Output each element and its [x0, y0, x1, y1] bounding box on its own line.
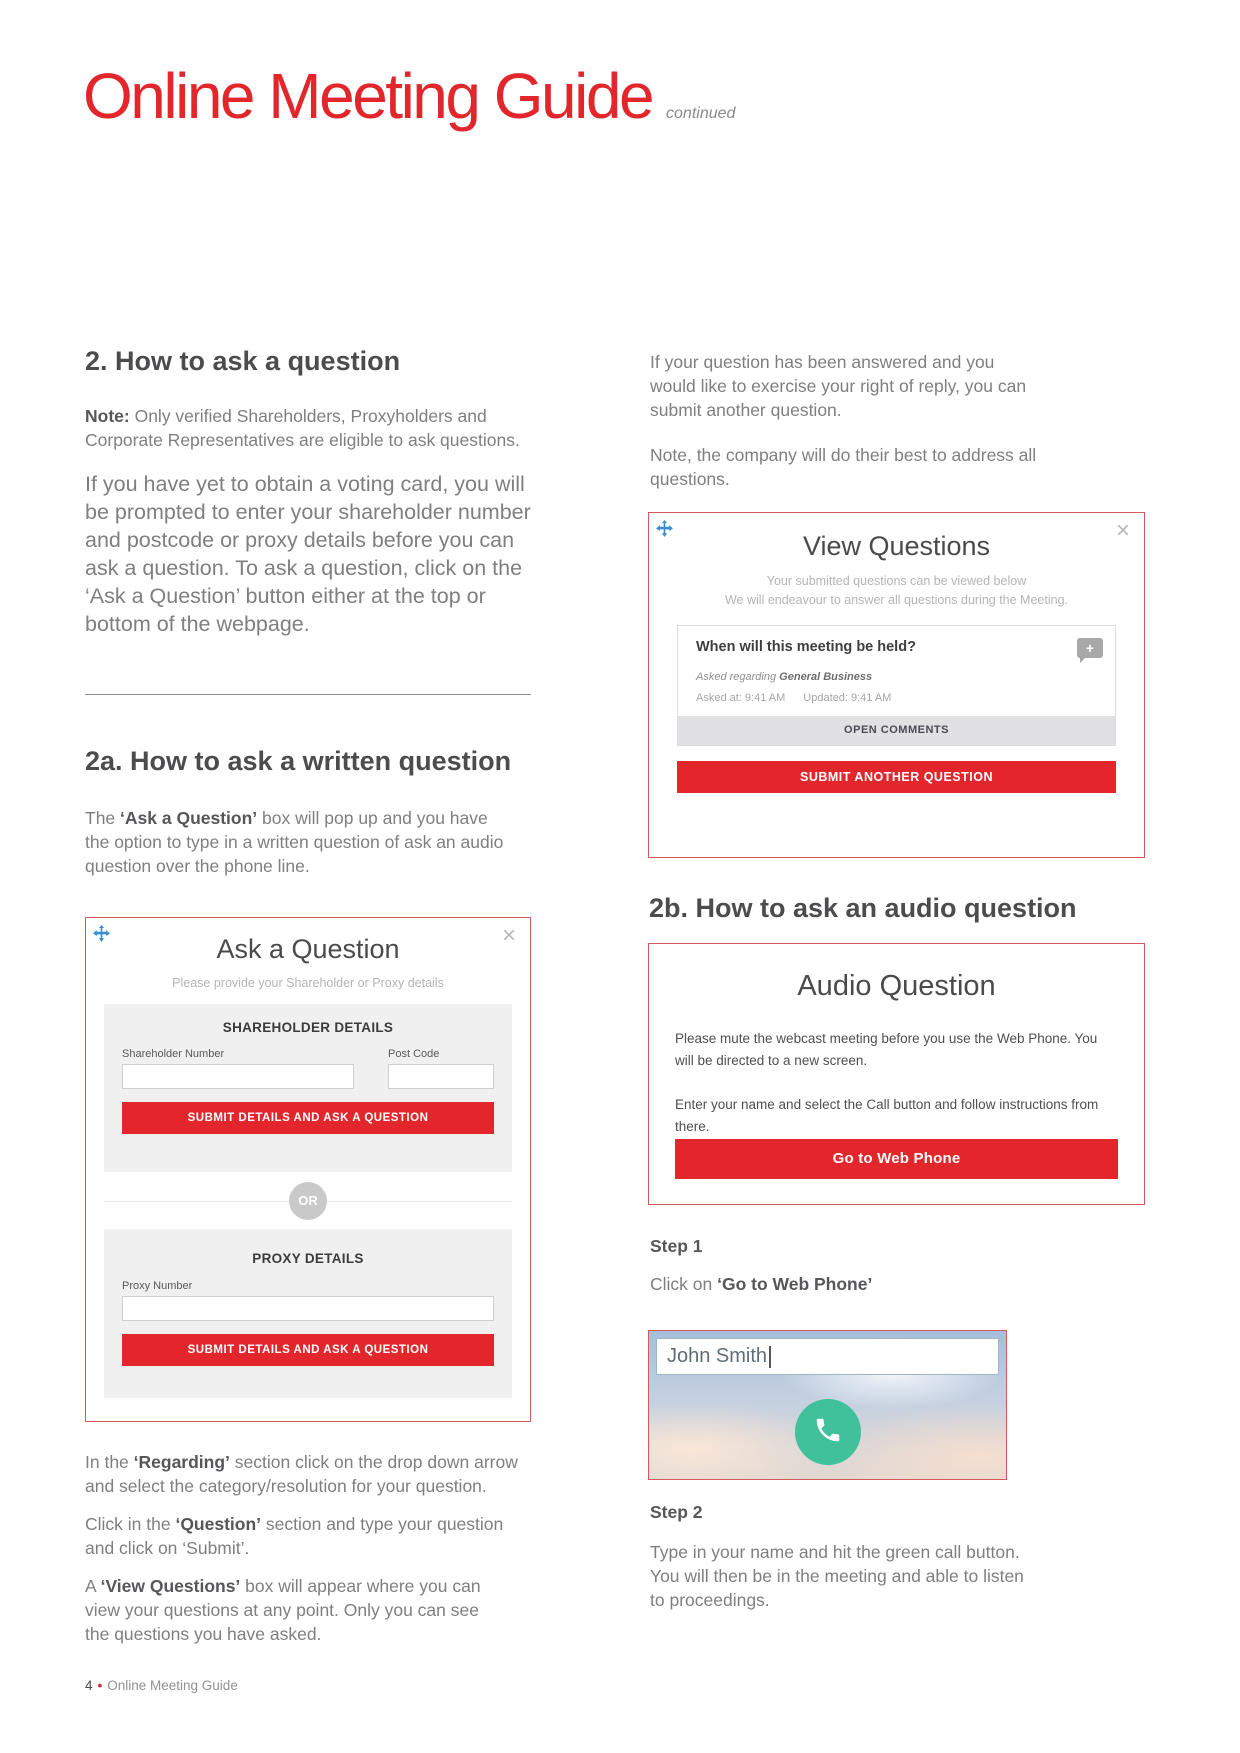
footer-label: Online Meeting Guide [107, 1678, 238, 1693]
page-title-text: Online Meeting Guide [83, 60, 653, 132]
web-phone-screenshot [648, 1330, 1007, 1480]
question-card [677, 625, 1116, 746]
step-1-text: Click on ‘Go to Web Phone’ [650, 1274, 873, 1294]
note-label: Note: [85, 406, 130, 426]
section-2b-heading: 2b. How to ask an audio question [649, 893, 1077, 923]
go-to-web-phone-button[interactable]: Go to Web Phone [675, 1139, 1118, 1179]
page-title [83, 60, 736, 132]
company-note-paragraph: Note, the company will do their best to address all questions. [650, 445, 1037, 489]
section-2a-heading: 2a. How to ask a written question [85, 746, 512, 776]
question-paragraph: Click in the ‘Question’ section and type your question and click on ‘Submit’. [85, 1514, 504, 1558]
regarding-paragraph: In the ‘Regarding’ section click on the drop down arrow and select the category/resolution for your question. [85, 1452, 518, 1496]
dialog-subtitle: Please provide your Shareholder or Proxy details [172, 976, 444, 990]
post-code-input[interactable] [388, 1064, 494, 1089]
shareholder-number-field [122, 1048, 354, 1089]
section-2-note: Note: Only verified Shareholders, Proxyholders and Corporate Representatives are eligible to ask questions. [85, 406, 520, 450]
question-timestamps [696, 692, 909, 704]
open-comments-button[interactable]: OPEN COMMENTS [678, 716, 1115, 745]
shareholder-details-heading: SHAREHOLDER DETAILS [222, 1020, 394, 1035]
proxy-number-label: Proxy Number [122, 1280, 193, 1292]
page-title-continued: continued [666, 105, 736, 122]
footer-bullet: • [97, 1678, 103, 1693]
shareholder-number-input[interactable] [122, 1064, 354, 1089]
dialog-subtitle-line1: Your submitted questions can be viewed below [766, 574, 1027, 588]
step-1-label: Step 1 [650, 1236, 703, 1256]
section-2a-intro: The ‘Ask a Question’ box will pop up and you have the option to type in a written question of ask an audio question over the phone line. [85, 808, 504, 876]
close-icon[interactable]: × [501, 922, 516, 949]
audio-instructions-1: Please mute the webcast meeting before you use the Web Phone. You will be directed to a new screen. [675, 1031, 1098, 1068]
proxy-number-field [122, 1280, 494, 1321]
audio-question-dialog [648, 943, 1145, 1205]
page-footer [85, 1678, 238, 1693]
proxy-number-input[interactable] [122, 1296, 494, 1321]
audio-instructions-2: Enter your name and select the Call button and follow instructions from there. [675, 1097, 1099, 1134]
section-2-heading: 2. How to ask a question [85, 346, 401, 376]
shareholder-details-panel [104, 1004, 512, 1172]
dialog-subtitle-line2: We will endeavour to answer all questions during the Meeting. [724, 593, 1069, 607]
ask-a-question-dialog [85, 917, 531, 1422]
asked-regarding: Asked regarding General Business [696, 671, 873, 683]
question-text: When will this meeting be held? [696, 639, 916, 655]
add-comment-icon[interactable]: + [1077, 638, 1103, 658]
close-icon[interactable]: × [1115, 517, 1130, 544]
dialog-title: Ask a Question [216, 934, 400, 964]
or-badge: OR [289, 1182, 327, 1220]
view-questions-paragraph: A ‘View Questions’ box will appear where you can view your questions at any point. Only you can see the questions you have asked. [85, 1576, 481, 1644]
name-input[interactable]: John Smith [656, 1338, 999, 1375]
section-divider [85, 694, 531, 695]
text-cursor [769, 1346, 771, 1368]
step-2-label: Step 2 [650, 1502, 703, 1522]
call-button[interactable] [795, 1399, 861, 1465]
proxy-details-panel [104, 1229, 512, 1398]
page-number: 4 [85, 1678, 93, 1693]
post-code-field [388, 1048, 494, 1089]
section-2-lead-paragraph: If you have yet to obtain a voting card, you will be prompted to enter your shareholder number and postcode or proxy details before you can ask a question. To ask a question, click on the ‘Ask a Question’ button either at the top or bottom of the webpage. [85, 472, 531, 636]
dialog-title: View Questions [802, 531, 991, 561]
view-questions-dialog [648, 512, 1145, 858]
asked-at-time: Asked at: 9:41 AM [696, 692, 786, 704]
phone-call-icon [813, 1415, 843, 1450]
post-code-label: Post Code [388, 1048, 440, 1060]
submit-another-question-button[interactable]: SUBMIT ANOTHER QUESTION [677, 761, 1116, 793]
submit-proxy-details-button[interactable]: SUBMIT DETAILS AND ASK A QUESTION [122, 1334, 494, 1366]
proxy-details-heading: PROXY DETAILS [252, 1251, 364, 1266]
updated-time: Updated: 9:41 AM [803, 692, 892, 704]
shareholder-number-label: Shareholder Number [122, 1048, 225, 1060]
step-2-text: Type in your name and hit the green call button. You will then be in the meeting and able to listen to proceedings. [650, 1542, 1024, 1610]
reply-paragraph: If your question has been answered and you would like to exercise your right of reply, you can submit another question. [650, 352, 1027, 420]
dialog-title: Audio Question [797, 970, 996, 1002]
submit-shareholder-details-button[interactable]: SUBMIT DETAILS AND ASK A QUESTION [122, 1102, 494, 1134]
